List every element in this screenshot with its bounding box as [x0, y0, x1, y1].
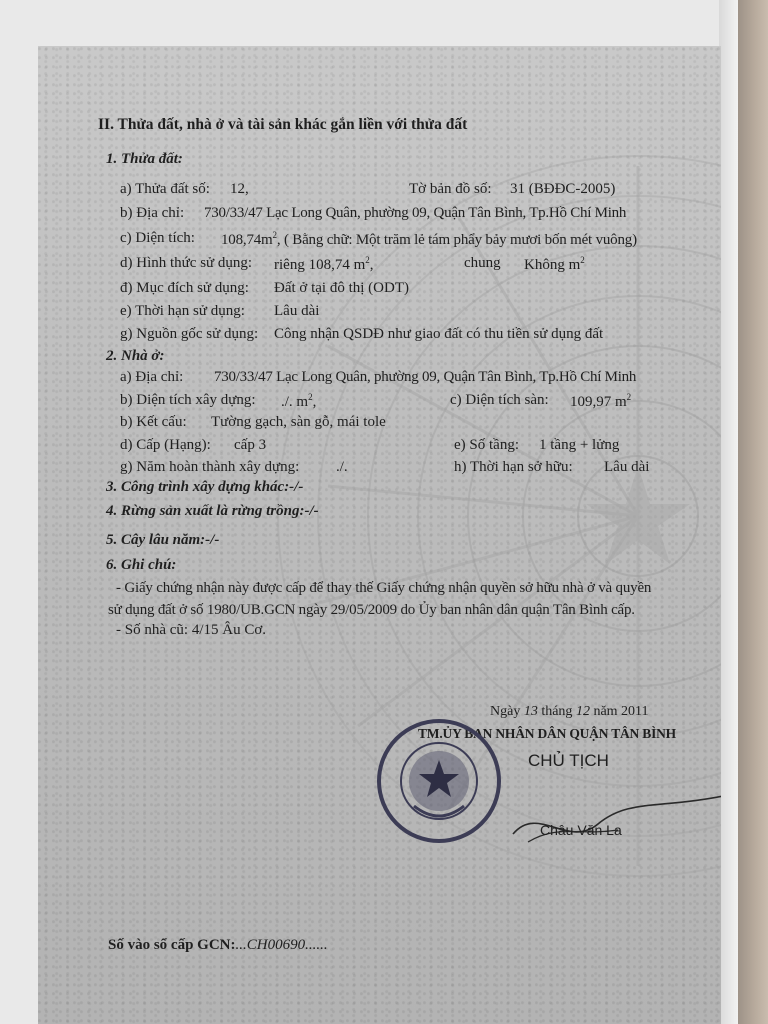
- floor-area-label: c) Diện tích sàn:: [450, 392, 549, 408]
- perennial-trees: 5. Cây lâu năm:-/-: [106, 532, 220, 548]
- signing-title: CHỦ TỊCH: [528, 751, 609, 770]
- usage-shared-label: chung: [464, 255, 501, 271]
- term-value: Lâu dài: [274, 303, 320, 319]
- completion-year-label: g) Năm hoàn thành xây dựng:: [120, 459, 300, 475]
- grade-label: d) Cấp (Hạng):: [120, 437, 211, 453]
- structure-label: b) Kết cấu:: [120, 414, 187, 430]
- house-heading: 2. Nhà ở:: [106, 348, 165, 364]
- build-area-value: ./. $m^2$,: [281, 392, 317, 410]
- map-sheet-number: 31 (BĐĐC-2005): [510, 181, 616, 197]
- purpose-label: đ) Mục đích sử dụng:: [120, 280, 249, 296]
- origin-value: Công nhận QSDĐ như giao đất có thu tiền sử dụng đất: [274, 326, 604, 342]
- house-address-label: a) Địa chỉ:: [120, 369, 184, 385]
- land-heading: 1. Thửa đất:: [106, 151, 183, 167]
- notes-line-1: - Giấy chứng nhận này được cấp để thay thế Giấy chứng nhận quyền sở hữu nhà ở và quyền: [116, 580, 652, 596]
- notes-line-3: - Số nhà cũ: 4/15 Âu Cơ.: [116, 622, 267, 638]
- parcel-number: 12,: [230, 181, 249, 197]
- signing-authority: TM.ỦY BAN NHÂN DÂN QUẬN TÂN BÌNH: [418, 726, 676, 741]
- house-address: 730/33/47 Lạc Long Quân, phường 09, Quận Tân Bình, Tp.Hồ Chí Minh: [214, 369, 637, 385]
- production-forest: 4. Rừng sản xuất là rừng trồng:-/-: [106, 503, 319, 519]
- area-value: $108,74m^2$, ( Bằng chữ: Một trăm lẻ tám phẩy bảy mươi bốn mét vuông): [221, 230, 637, 248]
- section-heading: II. Thửa đất, nhà ở và tài sản khác gắn liền với thửa đất: [98, 116, 468, 133]
- origin-label: g) Nguồn gốc sử dụng:: [120, 326, 259, 342]
- usage-form-label: d) Hình thức sử dụng:: [120, 255, 253, 271]
- certificate-page: [38, 46, 721, 1024]
- other-works: 3. Công trình xây dựng khác:-/-: [106, 479, 304, 495]
- ownership-term-value: Lâu dài: [604, 459, 650, 475]
- background-right: [736, 0, 768, 1024]
- signing-date: Ngày 13 tháng 12 năm 2011: [490, 704, 649, 719]
- parcel-label: a) Thửa đất số:: [120, 181, 210, 197]
- structure-value: Tường gạch, sàn gỗ, mái tole: [211, 414, 386, 430]
- notes-heading: 6. Ghi chú:: [106, 557, 177, 573]
- map-sheet-label: Tờ bản đồ số:: [409, 181, 492, 197]
- usage-private: riêng 108,74 $m^2$,: [274, 255, 374, 273]
- usage-shared-value: Không $m^2$: [524, 255, 585, 273]
- signer-name: Châu Văn La: [540, 822, 622, 838]
- ownership-term-label: h) Thời hạn sở hữu:: [454, 459, 573, 475]
- build-area-label: b) Diện tích xây dựng:: [120, 392, 256, 408]
- official-seal: [374, 716, 504, 846]
- storeys-label: e) Số tầng:: [454, 437, 519, 453]
- land-address-label: b) Địa chỉ:: [120, 205, 185, 221]
- term-label: e) Thời hạn sử dụng:: [120, 303, 245, 319]
- notes-line-2: sử dụng đất ở số 1980/UB.GCN ngày 29/05/2009 do Ủy ban nhân dân quận Tân Bình cấp.: [108, 602, 635, 618]
- purpose-value: Đất ở tại đô thị (ODT): [274, 280, 409, 296]
- completion-year-value: ./.: [336, 459, 348, 475]
- grade-value: cấp 3: [234, 437, 267, 453]
- floor-area-value: 109,97 $m^2$: [570, 392, 632, 410]
- land-address: 730/33/47 Lạc Long Quân, phường 09, Quận Tân Bình, Tp.Hồ Chí Minh: [204, 205, 627, 221]
- area-label: c) Diện tích:: [120, 230, 195, 246]
- paper-edge: [719, 0, 738, 1024]
- storeys-value: 1 tầng + lửng: [539, 437, 620, 453]
- registry-number: Số vào sổ cấp GCN:...CH00690......: [108, 937, 328, 953]
